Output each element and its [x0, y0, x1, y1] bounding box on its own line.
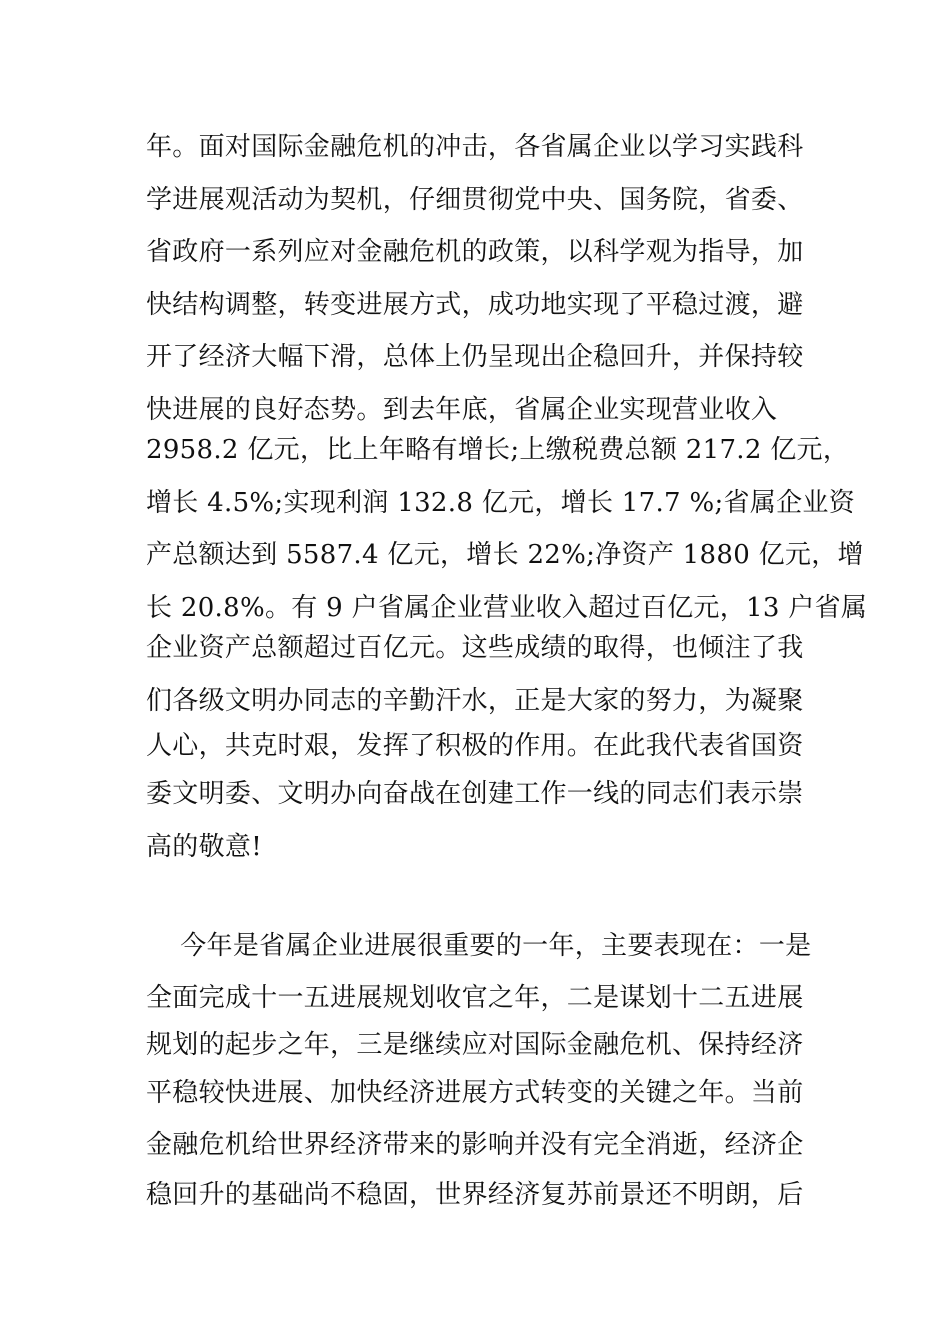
text-line: 长 20.8%。有 9 户省属企业营业收入超过百亿元，13 户省属: [146, 593, 868, 623]
text-line: 省政府一系列应对金融危机的政策，以科学观为指导，加: [146, 237, 804, 267]
text-line: 们各级文明办同志的辛勤汗水，正是大家的努力，为凝聚: [146, 686, 804, 716]
text-line: 人心，共克时艰，发挥了积极的作用。在此我代表省国资: [146, 731, 804, 761]
text-line: 委文明委、文明办向奋战在创建工作一线的同志们表示崇: [146, 779, 804, 809]
text-line: 全面完成十一五进展规划收官之年，二是谋划十二五进展: [146, 983, 804, 1013]
text-line: 年。面对国际金融危机的冲击，各省属企业以学习实践科: [146, 132, 804, 162]
text-line: 企业资产总额超过百亿元。这些成绩的取得，也倾注了我: [146, 633, 804, 663]
text-line: 快结构调整，转变进展方式，成功地实现了平稳过渡，避: [146, 290, 804, 320]
text-line: 快进展的良好态势。到去年底，省属企业实现营业收入: [146, 395, 778, 425]
text-line: 今年是省属企业进展很重要的一年，主要表现在：一是: [146, 931, 812, 961]
text-line: 稳回升的基础尚不稳固，世界经济复苏前景还不明朗，后: [146, 1180, 804, 1210]
text-line: 开了经济大幅下滑，总体上仍呈现出企稳回升，并保持较: [146, 342, 804, 372]
text-line: 2958.2 亿元，比上年略有增长;上缴税费总额 217.2 亿元，: [146, 435, 850, 465]
text-line: 高的敬意!: [146, 832, 262, 862]
text-line: 增长 4.5%;实现利润 132.8 亿元，增长 17.7 %;省属企业资: [146, 488, 856, 518]
text-line: 金融危机给世界经济带来的影响并没有完全消逝，经济企: [146, 1130, 804, 1160]
text-line: 平稳较快进展、加快经济进展方式转变的关键之年。当前: [146, 1078, 804, 1108]
text-line: 规划的起步之年，三是继续应对国际金融危机、保持经济: [146, 1030, 804, 1060]
text-line: 学进展观活动为契机，仔细贯彻党中央、国务院，省委、: [146, 185, 804, 215]
text-line: 产总额达到 5587.4 亿元，增长 22%;净资产 1880 亿元，增: [146, 540, 864, 570]
